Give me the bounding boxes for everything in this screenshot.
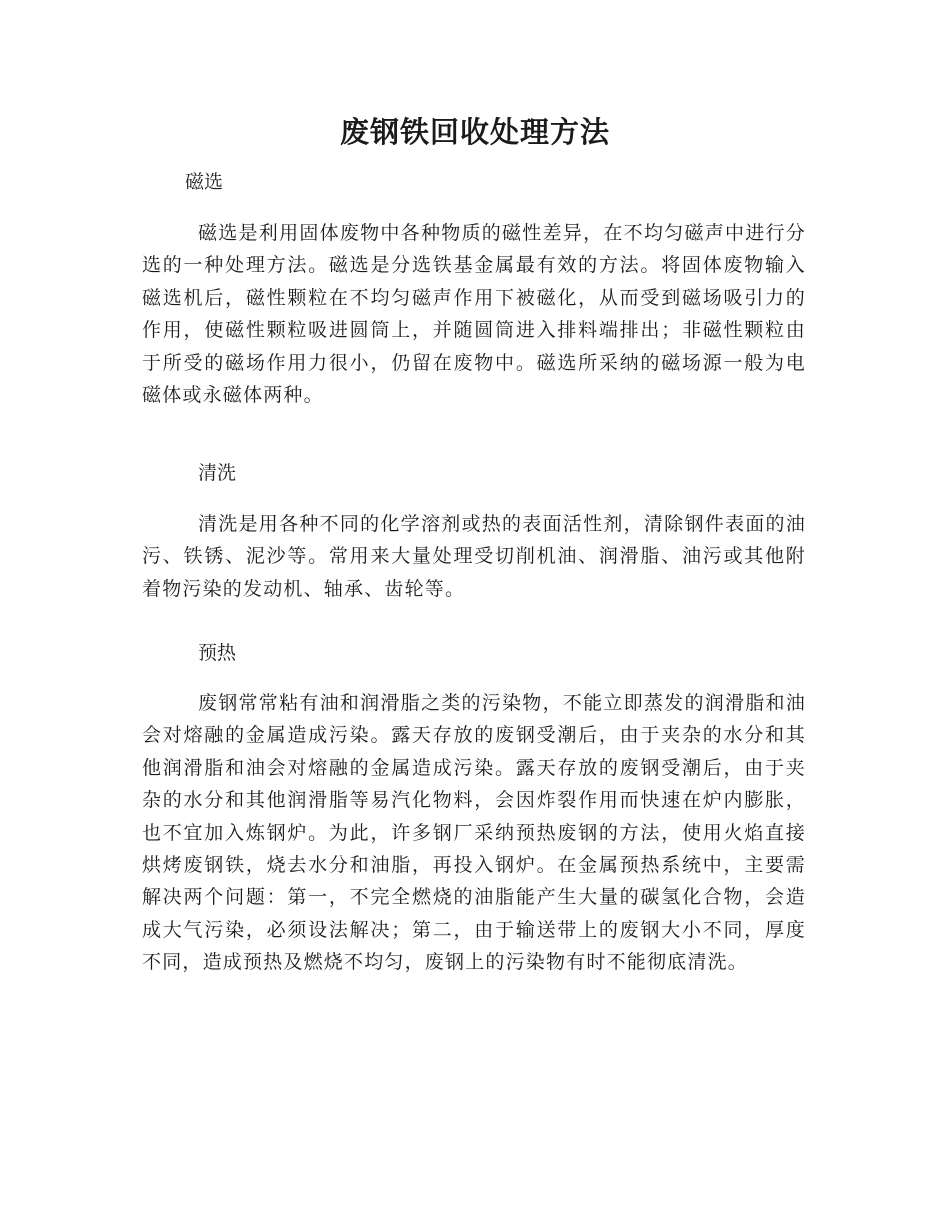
- section-heading-cleaning: 清洗: [198, 462, 237, 484]
- section-heading-magnetic-separation: 磁选: [185, 171, 224, 193]
- section-body-cleaning: 清洗是用各种不同的化学溶剂或热的表面活性剂，清除钢件表面的油污、铁锈、泥沙等。常用来大量处理受切削机油、润滑脂、油污或其他附着物污染的发动机、轴承、齿轮等。: [142, 513, 806, 600]
- section-body-magnetic-separation: 磁选是利用固体废物中各种物质的磁性差异，在不均匀磁声中进行分选的一种处理方法。磁选是分选铁基金属最有效的方法。将固体废物输入磁选机后，磁性颗粒在不均匀磁声作用下被磁化，从而受到磁场吸引力的作用，使磁性颗粒吸进圆筒上，并随圆筒进入排料端排出；非磁性颗粒由于所受的磁场作用力很小，仍留在废物中。磁选所采纳的磁场源一般为电磁体或永磁体两种。: [142, 222, 806, 407]
- section-heading-preheating: 预热: [198, 642, 237, 664]
- document-title: 废钢铁回收处理方法: [339, 115, 610, 149]
- section-body-preheating: 废钢常常粘有油和润滑脂之类的污染物，不能立即蒸发的润滑脂和油会对熔融的金属造成污染。露天存放的废钢受潮后，由于夹杂的水分和其他润滑脂和油会对熔融的金属造成污染。露天存放的废钢受潮后，由于夹杂的水分和其他润滑脂等易汽化物料，会因炸裂作用而快速在炉内膨胀，也不宜加入炼钢炉。为此，许多钢厂采纳预热废钢的方法，使用火焰直接烘烤废钢铁，烧去水分和油脂，再投入钢炉。在金属预热系统中，主要需解决两个问题：第一，不完全燃烧的油脂能产生大量的碳氢化合物，会造成大气污染，必须设法解决；第二，由于输送带上的废钢大小不同，厚度不同，造成预热及燃烧不均匀，废钢上的污染物有时不能彻底清洗。: [142, 692, 806, 974]
